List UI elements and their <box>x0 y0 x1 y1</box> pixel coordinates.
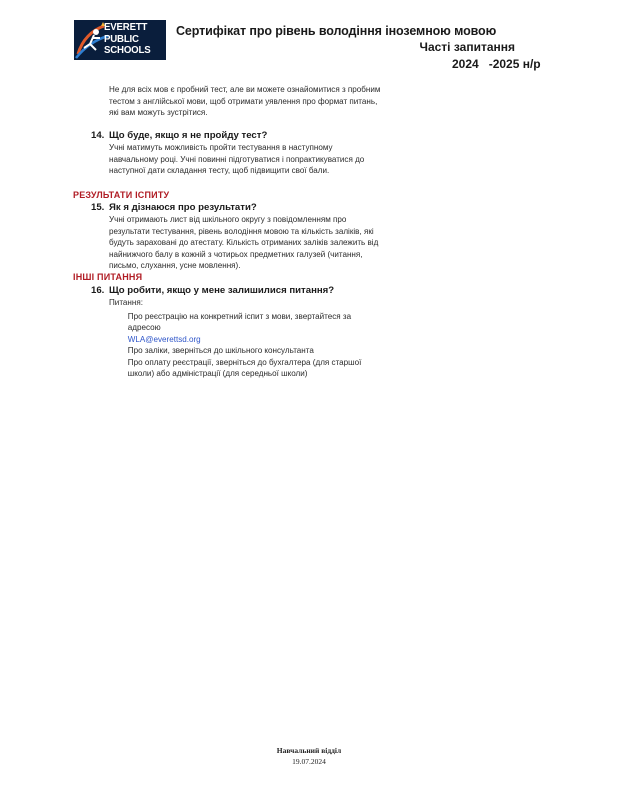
list-item-text: Про заліки, зверніться до шкільного консультанта <box>127 345 314 355</box>
faq-question-text: Що робити, якщо у мене залишилися питання? <box>109 285 335 296</box>
logo-wordmark <box>104 22 161 57</box>
faq-number: 14. <box>91 130 105 141</box>
faq-question-text: Як я дізнаюся про результати? <box>109 202 257 213</box>
school-year: 2024 -2025 н/р <box>452 57 541 71</box>
faq-answer: Учні матимуть можливість пройти тестування в наступному навчальному році. Учні повинні підготуватися і попрактикуватися до наступної дати складання тесту, щоб підвищити свої бали. <box>109 142 365 175</box>
faq-question-text: Що буде, якщо я не пройду тест? <box>109 130 268 141</box>
logo-line-2: PUBLIC <box>104 32 139 45</box>
faq-answer <box>109 297 382 380</box>
faq-item-16 <box>91 285 399 380</box>
intro-paragraph: Не для всіх мов є пробний тест, але ви можете ознайомитися з пробним тестом з англійської мови, щоб отримати уявлення про формат питань, які вам можуть зустрітися. <box>109 84 381 117</box>
list-item-text: Про реєстрацію на конкретний іспит з мови, звертайтеся за адресою <box>127 310 352 332</box>
footer-department: Навчальний відділ <box>276 746 342 755</box>
document-subtitle: Часті запитання <box>419 40 515 54</box>
list-item <box>109 311 382 346</box>
list-item-text: Про оплату реєстрації, зверніться до бухгалтера (для старшої школи) або адміністрації (для середньої школи) <box>127 356 362 378</box>
faq-number: 15. <box>91 202 105 213</box>
faq-question <box>91 285 399 296</box>
list-item <box>109 357 382 380</box>
list-item <box>109 345 382 357</box>
section-heading-results: РЕЗУЛЬТАТИ ІСПИТУ <box>73 190 170 200</box>
faq-answer-lead: Питання: <box>109 297 143 307</box>
faq-answer: Учні отримають лист від шкільного округу з повідомленням про результати тестування, рівень володіння мовою та кількість заліків, які будуть зараховані до атестату. Кількість отриманих заліків залежить від найнижчого балу в кожній з чотирьох предметних галузей (читання, письмо, слухання, усне мовлення). <box>109 214 379 270</box>
faq-question <box>91 202 399 213</box>
district-logo <box>74 20 166 60</box>
contact-list <box>109 311 382 380</box>
faq-number: 16. <box>91 285 105 296</box>
faq-item-14 <box>91 130 399 177</box>
document-title: Сертифікат про рівень володіння іноземною мовою <box>176 24 497 38</box>
footer-date: 19.07.2024 <box>292 757 326 766</box>
section-heading-other: ІНШІ ПИТАННЯ <box>73 272 143 282</box>
faq-item-15 <box>91 202 399 272</box>
logo-line-3: SCHOOLS <box>104 44 151 56</box>
faq-question <box>91 130 399 141</box>
email-link[interactable]: WLA@everettsd.org <box>127 333 201 344</box>
logo-line-1: EVERETT <box>104 21 148 33</box>
